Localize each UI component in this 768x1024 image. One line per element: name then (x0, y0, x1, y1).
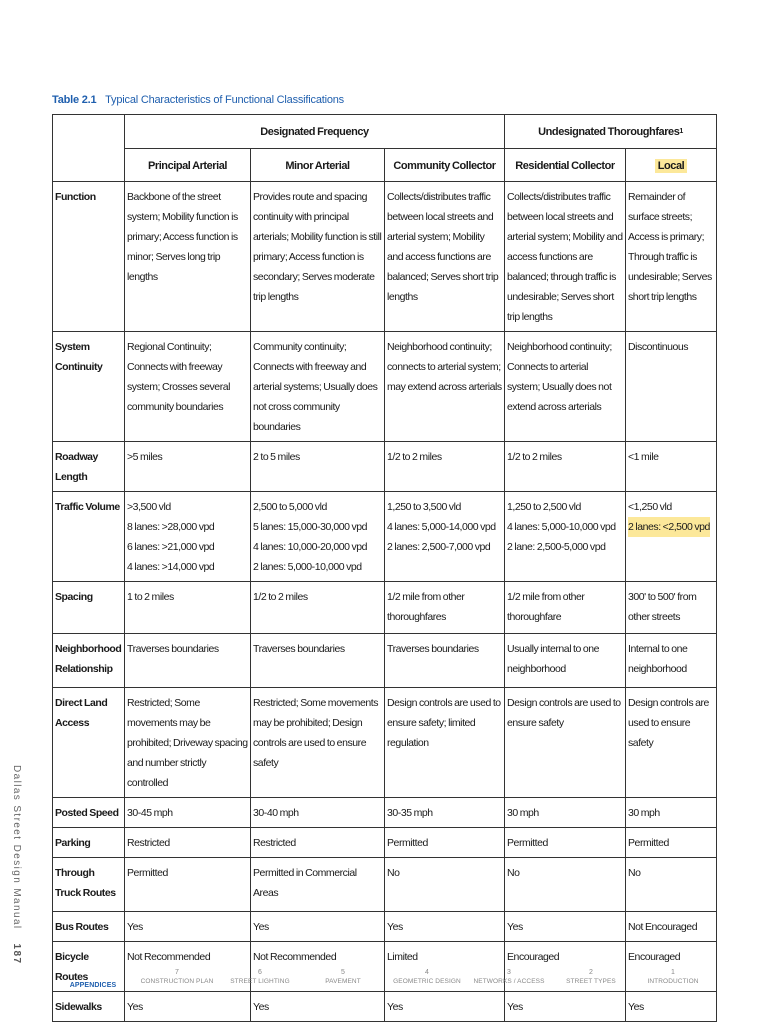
table-cell (125, 828, 251, 858)
cell-line: Yes (628, 1001, 644, 1013)
column-header (125, 149, 251, 182)
cell-line: No (507, 867, 520, 879)
table-row (53, 798, 717, 828)
table-title: Typical Characteristics of Functional Classifications (105, 94, 344, 106)
cell-line: 1/2 mile from other thoroughfares (387, 591, 465, 623)
cell-line: 4 lanes: 5,000-10,000 vpd (507, 521, 616, 533)
table-cell (626, 992, 717, 1022)
nav-item-number: 2 (589, 969, 593, 976)
table-row (53, 912, 717, 942)
classification-table (52, 114, 717, 1022)
group-header-designated: Designated Frequency (125, 115, 505, 149)
cell-line: 5 lanes: 15,000-30,000 vpd (253, 521, 368, 533)
cell-line: Yes (507, 921, 523, 933)
table-cell (251, 332, 385, 442)
row-label: Traffic Volume (53, 492, 125, 582)
chapter-nav (60, 965, 720, 995)
table-cell (251, 442, 385, 492)
table-cell (505, 858, 626, 912)
cell-line: 2,500 to 5,000 vld (253, 501, 327, 513)
nav-item-number: 6 (258, 969, 262, 976)
table-cell (385, 858, 505, 912)
cell-line: Yes (387, 1001, 403, 1013)
cell-line: 4 lanes: 10,000-20,000 vpd (253, 541, 368, 553)
cell-line: Yes (507, 1001, 523, 1013)
cell-line: Not Recommended (127, 951, 211, 963)
cell-line: Usually internal to one neighborhood (507, 643, 600, 675)
table-cell (125, 992, 251, 1022)
nav-item[interactable] (464, 969, 554, 985)
sidebar-manual-title (11, 765, 22, 964)
cell-line: 30-40 mph (253, 807, 299, 819)
table-cell (385, 442, 505, 492)
cell-line: Neighborhood continuity; Connects to arterial system; Usually does not extend across arterials (507, 341, 612, 413)
table-cell (385, 582, 505, 634)
table-cell (505, 912, 626, 942)
table-cell (505, 828, 626, 858)
cell-line: 2 lanes: 5,000-10,000 vpd (253, 561, 362, 573)
cell-line: Encouraged (628, 951, 681, 963)
table-cell (505, 634, 626, 688)
cell-line: Permitted (127, 867, 168, 879)
nav-item-number: 5 (341, 969, 345, 976)
cell-line: 2 to 5 miles (253, 451, 300, 463)
table-cell (626, 492, 717, 582)
table-cell (125, 332, 251, 442)
nav-item-label: GEOMETRIC DESIGN (393, 978, 461, 985)
cell-line: 2 lane: 2,500-5,000 vpd (507, 541, 606, 553)
cell-line: >5 miles (127, 451, 163, 463)
nav-item-label: INTRODUCTION (647, 978, 699, 985)
cell-line: Permitted (507, 837, 548, 849)
nav-item[interactable] (628, 969, 718, 985)
column-header (505, 149, 626, 182)
nav-item-number: 3 (507, 969, 511, 976)
row-label: Posted Speed (53, 798, 125, 828)
table-cell (385, 332, 505, 442)
cell-line: 6 lanes: >21,000 vpd (127, 541, 215, 553)
table-cell (251, 828, 385, 858)
cell-line: 30-45 mph (127, 807, 173, 819)
cell-line: Encouraged (507, 951, 560, 963)
table-cell (505, 582, 626, 634)
table-cell (385, 912, 505, 942)
table-row (53, 634, 717, 688)
table-row (53, 858, 717, 912)
cell-line: Yes (127, 1001, 143, 1013)
cell-line: Discontinuous (628, 341, 689, 353)
group-header-undesignated (505, 115, 717, 149)
table-cell (125, 858, 251, 912)
table-row (53, 492, 717, 582)
column-header-label: Residential Collector (515, 159, 615, 172)
cell-line: 1/2 to 2 miles (387, 451, 442, 463)
table-cell (125, 688, 251, 798)
cell-line: 30-35 mph (387, 807, 433, 819)
nav-item-label: STREET LIGHTING (230, 978, 290, 985)
table-row (53, 688, 717, 798)
cell-line: Traverses boundaries (127, 643, 219, 655)
cell-line: Neighborhood continuity; connects to arterial system; may extend across arterials (387, 341, 502, 393)
table-cell (626, 912, 717, 942)
group2-label: Undesignated Thoroughfares (538, 126, 680, 138)
nav-item-label: PAVEMENT (325, 978, 361, 985)
row-label: System Continuity (53, 332, 125, 442)
row-label: Sidewalks (53, 992, 125, 1022)
cell-line: Design controls are used to ensure safety (628, 697, 709, 749)
cell-line: Yes (127, 921, 143, 933)
row-label: Spacing (53, 582, 125, 634)
nav-item[interactable] (546, 969, 636, 985)
cell-line: 8 lanes: >28,000 vpd (127, 521, 215, 533)
cell-line: Internal to one neighborhood (628, 643, 688, 675)
table-row (53, 442, 717, 492)
row-label: Roadway Length (53, 442, 125, 492)
table-cell (251, 912, 385, 942)
table-cell (626, 798, 717, 828)
cell-line: Design controls are used to ensure safety (507, 697, 621, 729)
nav-item[interactable] (298, 969, 388, 985)
row-label: Direct Land Access (53, 688, 125, 798)
row-label: Neighborhood Relationship (53, 634, 125, 688)
table-body (53, 182, 717, 1022)
cell-line: Restricted; Some movements may be prohibited; Driveway spacing and number strictly controlled (127, 697, 248, 789)
table-cell (626, 182, 717, 332)
cell-line: 2 lanes: <2,500 vpd (628, 517, 710, 537)
cell-line: Traverses boundaries (253, 643, 345, 655)
cell-line: 2 lanes: 2,500-7,000 vpd (387, 541, 491, 553)
cell-line: 1 to 2 miles (127, 591, 174, 603)
table-caption (52, 94, 344, 106)
column-header-label: Minor Arterial (285, 159, 350, 172)
column-headers (53, 149, 717, 182)
cell-line: Restricted; Some movements may be prohibited; Design controls are used to ensure safety (253, 697, 379, 769)
table-cell (125, 912, 251, 942)
cell-line: 300' to 500' from other streets (628, 591, 697, 623)
row-label: Parking (53, 828, 125, 858)
corner-cell (53, 115, 125, 182)
cell-line: 4 lanes: >14,000 vpd (127, 561, 215, 573)
cell-line: Yes (253, 921, 269, 933)
column-header (385, 149, 505, 182)
manual-title: Dallas Street Design Manual (11, 765, 22, 930)
cell-line: Collects/distributes traffic between local streets and arterial system; Mobility and access functions are balanced; Serves short trip lengths (387, 191, 499, 303)
column-header (251, 149, 385, 182)
table-cell (385, 828, 505, 858)
nav-item-number: 7 (175, 969, 179, 976)
table-cell (251, 992, 385, 1022)
footnote-marker: 1 (679, 128, 683, 135)
table-cell (505, 332, 626, 442)
nav-item[interactable] (132, 969, 222, 985)
cell-line: Restricted (253, 837, 296, 849)
table-cell (505, 798, 626, 828)
table-cell (626, 828, 717, 858)
cell-line: Permitted (387, 837, 428, 849)
table-cell (251, 182, 385, 332)
table-cell (251, 582, 385, 634)
nav-item-number: 4 (425, 969, 429, 976)
column-header-label: Principal Arterial (147, 159, 228, 172)
table-cell (626, 582, 717, 634)
table-cell (251, 492, 385, 582)
table-cell (125, 798, 251, 828)
cell-line: Not Encouraged (628, 921, 698, 933)
cell-line: 1,250 to 3,500 vld (387, 501, 461, 513)
table-cell (251, 798, 385, 828)
row-label: Function (53, 182, 125, 332)
table-cell (385, 992, 505, 1022)
cell-line: Provides route and spacing continuity with principal arterials; Mobility function is still primary; Access function is secondary; Serves moderate trip lengths (253, 191, 382, 303)
table-cell (251, 858, 385, 912)
cell-line: No (387, 867, 400, 879)
table-cell (125, 182, 251, 332)
table-row (53, 828, 717, 858)
table-cell (251, 634, 385, 688)
cell-line: No (628, 867, 641, 879)
table-cell (505, 492, 626, 582)
table-row (53, 582, 717, 634)
table-cell (626, 442, 717, 492)
cell-line: 30 mph (628, 807, 660, 819)
page-number: 187 (11, 943, 22, 965)
table-row (53, 182, 717, 332)
row-label: Bus Routes (53, 912, 125, 942)
cell-line: <1,250 vld (628, 501, 672, 513)
cell-line: 1/2 to 2 miles (253, 591, 308, 603)
cell-line: 1,250 to 2,500 vld (507, 501, 581, 513)
cell-line: Permitted (628, 837, 669, 849)
table-cell (626, 858, 717, 912)
cell-line: >3,500 vld (127, 501, 171, 513)
table-cell (626, 634, 717, 688)
cell-line: Not Recommended (253, 951, 337, 963)
column-header-label: Local (655, 159, 687, 173)
cell-line: Design controls are used to ensure safety; limited regulation (387, 697, 501, 749)
nav-item[interactable] (382, 969, 472, 985)
nav-item[interactable] (215, 969, 305, 985)
column-header (626, 149, 717, 182)
table-row (53, 332, 717, 442)
cell-line: Traverses boundaries (387, 643, 479, 655)
cell-line: 1/2 mile from other thoroughfare (507, 591, 585, 623)
nav-item-label: CONSTRUCTION PLAN (140, 978, 214, 985)
table-cell (125, 492, 251, 582)
table-cell (385, 634, 505, 688)
table-cell (385, 798, 505, 828)
cell-line: Limited (387, 951, 418, 963)
row-label: Bicycle Routes (53, 942, 125, 992)
column-header-label: Community Collector (393, 159, 496, 172)
table-cell (385, 492, 505, 582)
table-cell (626, 332, 717, 442)
row-label: Through Truck Routes (53, 858, 125, 912)
cell-line: 30 mph (507, 807, 539, 819)
cell-line: Regional Continuity; Connects with freeway system; Crosses several community boundaries (127, 341, 231, 413)
table-row (53, 992, 717, 1022)
table-number: Table 2.1 (52, 94, 97, 106)
table-cell (125, 582, 251, 634)
cell-line: Yes (253, 1001, 269, 1013)
table-cell (125, 634, 251, 688)
cell-line: Backbone of the street system; Mobility function is primary; Access function is minor; Serves long trip lengths (127, 191, 238, 283)
nav-appendices[interactable]: APPENDICES (69, 982, 117, 989)
table-cell (505, 688, 626, 798)
cell-line: Permitted in Commercial Areas (253, 867, 357, 899)
cell-line: Remainder of surface streets; Access is primary; Through traffic is undesirable; Serves short trip lengths (628, 191, 712, 303)
cell-line: 4 lanes: 5,000-14,000 vpd (387, 521, 496, 533)
cell-line: Yes (387, 921, 403, 933)
table-cell (125, 442, 251, 492)
cell-line: Restricted (127, 837, 170, 849)
table-cell (505, 182, 626, 332)
table-cell (505, 992, 626, 1022)
nav-item-number: 1 (671, 969, 675, 976)
table-cell (385, 182, 505, 332)
table-cell (385, 688, 505, 798)
cell-line: <1 mile (628, 451, 659, 463)
cell-line: Community continuity; Connects with freeway and arterial systems; Usually does not cross community boundaries (253, 341, 378, 433)
table-cell (251, 688, 385, 798)
cell-line: 1/2 to 2 miles (507, 451, 562, 463)
table-cell (626, 688, 717, 798)
cell-line: Collects/distributes traffic between local streets and arterial system; Mobility and access functions are balanced; through traffic is undesirable; Serves short trip lengths (507, 191, 623, 323)
nav-item-label: STREET TYPES (566, 978, 616, 985)
table-cell (505, 442, 626, 492)
nav-item-label: NETWORKS / ACCESS (473, 978, 545, 985)
